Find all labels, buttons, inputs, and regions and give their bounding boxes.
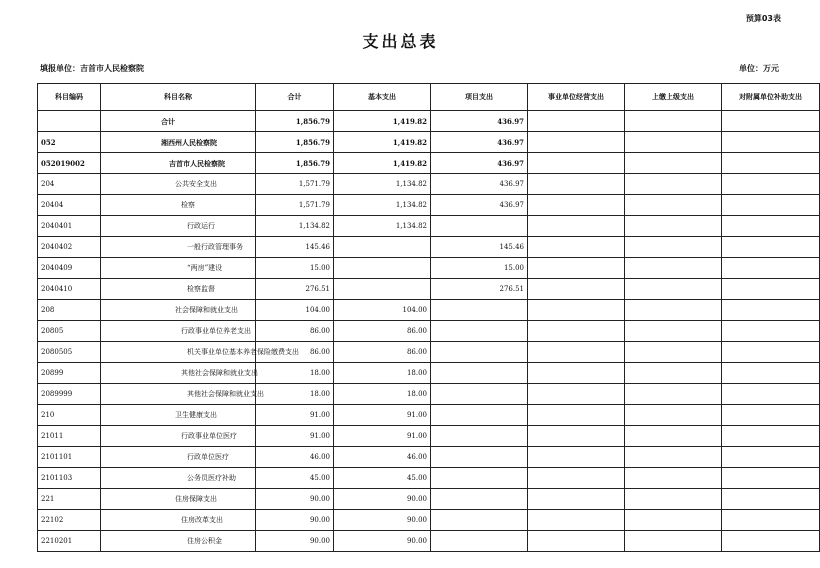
business-cell [528,216,625,237]
subsidy-cell [722,489,820,510]
business-cell [528,426,625,447]
name-cell: 机关事业单位基本养老保险缴费支出 [101,342,256,363]
header-subsidy: 对附属单位补助支出 [722,84,820,111]
table-row [38,279,820,300]
code-cell: 20805 [38,321,101,342]
code-cell: 2101101 [38,447,101,468]
project-cell [431,468,528,489]
subsidy-cell [722,237,820,258]
business-cell [528,321,625,342]
upper-cell [625,279,722,300]
total-cell: 18.00 [256,384,334,405]
business-cell [528,384,625,405]
name-cell: 行政事业单位养老支出 [101,321,256,342]
code-cell: 2080505 [38,342,101,363]
business-cell [528,489,625,510]
upper-cell [625,258,722,279]
code-cell: 21011 [38,426,101,447]
basic-cell: 90.00 [334,510,431,531]
name-cell: “两房”建设 [101,258,256,279]
project-cell: 436.97 [431,111,528,132]
subsidy-cell [722,531,820,552]
project-cell [431,216,528,237]
upper-cell [625,216,722,237]
table-row [38,237,820,258]
project-cell [431,321,528,342]
code-cell: 20404 [38,195,101,216]
total-cell: 91.00 [256,426,334,447]
subsidy-cell [722,405,820,426]
reporting-unit: 填报单位：吉首市人民检察院 [40,64,144,73]
subsidy-cell [722,510,820,531]
project-cell: 15.00 [431,258,528,279]
table-row [38,195,820,216]
name-cell: 一般行政管理事务 [101,237,256,258]
upper-cell [625,195,722,216]
upper-cell [625,426,722,447]
basic-cell: 45.00 [334,468,431,489]
table-row [38,405,820,426]
header-project: 项目支出 [431,84,528,111]
name-cell: 住房保障支出 [101,489,256,510]
upper-cell [625,321,722,342]
basic-cell: 91.00 [334,405,431,426]
table-row [38,111,820,132]
table-row [38,258,820,279]
name-cell: 检察 [101,195,256,216]
project-cell: 436.97 [431,174,528,195]
code-cell: 052019002 [38,153,101,174]
upper-cell [625,153,722,174]
total-cell: 1,856.79 [256,153,334,174]
upper-cell [625,132,722,153]
business-cell [528,342,625,363]
business-cell [528,531,625,552]
subsidy-cell [722,321,820,342]
upper-cell [625,363,722,384]
total-cell: 1,856.79 [256,111,334,132]
total-cell: 90.00 [256,531,334,552]
code-cell: 052 [38,132,101,153]
upper-cell [625,342,722,363]
upper-cell [625,531,722,552]
code-cell: 221 [38,489,101,510]
name-cell: 公共安全支出 [101,174,256,195]
total-cell: 1,856.79 [256,132,334,153]
basic-cell: 1,419.82 [334,111,431,132]
subsidy-cell [722,153,820,174]
code-cell: 208 [38,300,101,321]
basic-cell: 86.00 [334,321,431,342]
table-row [38,447,820,468]
subsidy-cell [722,342,820,363]
basic-cell [334,279,431,300]
basic-cell: 90.00 [334,531,431,552]
subsidy-cell [722,216,820,237]
subsidy-cell [722,468,820,489]
code-cell: 2040401 [38,216,101,237]
table-row [38,132,820,153]
project-cell: 145.46 [431,237,528,258]
code-cell: 2210201 [38,531,101,552]
header-business: 事业单位经营支出 [528,84,625,111]
total-cell: 104.00 [256,300,334,321]
project-cell [431,447,528,468]
upper-cell [625,447,722,468]
basic-cell [334,258,431,279]
name-cell: 其他社会保障和就业支出 [101,363,256,384]
subsidy-cell [722,363,820,384]
basic-cell: 104.00 [334,300,431,321]
basic-cell: 86.00 [334,342,431,363]
expenditure-table [37,83,820,552]
total-cell: 145.46 [256,237,334,258]
upper-cell [625,174,722,195]
subsidy-cell [722,132,820,153]
table-row [38,384,820,405]
upper-cell [625,300,722,321]
total-cell: 1,571.79 [256,195,334,216]
table-header-row [38,84,820,111]
basic-cell: 90.00 [334,489,431,510]
upper-cell [625,111,722,132]
total-cell: 45.00 [256,468,334,489]
business-cell [528,363,625,384]
header-code: 科目编码 [38,84,101,111]
business-cell [528,237,625,258]
project-cell [431,363,528,384]
name-cell: 住房公积金 [101,531,256,552]
name-cell: 行政单位医疗 [101,447,256,468]
code-cell: 22102 [38,510,101,531]
name-cell: 合计 [101,111,256,132]
project-cell [431,489,528,510]
header-basic: 基本支出 [334,84,431,111]
business-cell [528,111,625,132]
code-cell: 20899 [38,363,101,384]
table-row [38,531,820,552]
table-row [38,300,820,321]
code-cell: 2101103 [38,468,101,489]
total-cell: 86.00 [256,342,334,363]
business-cell [528,258,625,279]
project-cell [431,384,528,405]
project-cell: 436.97 [431,132,528,153]
upper-cell [625,237,722,258]
table-row [38,363,820,384]
code-cell: 204 [38,174,101,195]
total-cell: 276.51 [256,279,334,300]
subsidy-cell [722,426,820,447]
header-name: 科目名称 [101,84,256,111]
table-row [38,153,820,174]
total-cell: 86.00 [256,321,334,342]
code-cell: 210 [38,405,101,426]
basic-cell: 1,134.82 [334,174,431,195]
subsidy-cell [722,300,820,321]
business-cell [528,300,625,321]
table-row [38,321,820,342]
total-cell: 90.00 [256,510,334,531]
header-total: 合计 [256,84,334,111]
subsidy-cell [722,447,820,468]
name-cell: 公务员医疗补助 [101,468,256,489]
currency-unit: 单位：万元 [739,64,779,73]
total-cell: 90.00 [256,489,334,510]
business-cell [528,132,625,153]
table-body [38,111,820,552]
name-cell: 其他社会保障和就业支出 [101,384,256,405]
total-cell: 18.00 [256,363,334,384]
business-cell [528,468,625,489]
project-cell [431,426,528,447]
project-cell: 436.97 [431,153,528,174]
upper-cell [625,510,722,531]
name-cell: 社会保障和就业支出 [101,300,256,321]
name-cell: 卫生健康支出 [101,405,256,426]
basic-cell: 91.00 [334,426,431,447]
business-cell [528,174,625,195]
name-cell: 行政事业单位医疗 [101,426,256,447]
table-row [38,426,820,447]
project-cell [431,300,528,321]
basic-cell: 18.00 [334,384,431,405]
business-cell [528,510,625,531]
total-cell: 1,134.82 [256,216,334,237]
project-cell [431,405,528,426]
table-row [38,489,820,510]
project-cell [431,342,528,363]
code-cell: 2089999 [38,384,101,405]
basic-cell: 1,419.82 [334,132,431,153]
subsidy-cell [722,195,820,216]
name-cell: 行政运行 [101,216,256,237]
table-row [38,216,820,237]
upper-cell [625,405,722,426]
table-row [38,342,820,363]
table-row [38,510,820,531]
upper-cell [625,468,722,489]
basic-cell: 1,419.82 [334,153,431,174]
code-cell: 2040409 [38,258,101,279]
total-cell: 46.00 [256,447,334,468]
subsidy-cell [722,279,820,300]
name-cell: 吉首市人民检察院 [101,153,256,174]
subsidy-cell [722,111,820,132]
subsidy-cell [722,384,820,405]
code-cell: 2040402 [38,237,101,258]
code-cell [38,111,101,132]
project-cell: 436.97 [431,195,528,216]
upper-cell [625,489,722,510]
basic-cell: 46.00 [334,447,431,468]
upper-cell [625,384,722,405]
business-cell [528,447,625,468]
name-cell: 检察监督 [101,279,256,300]
name-cell: 湘西州人民检察院 [101,132,256,153]
business-cell [528,153,625,174]
subsidy-cell [722,174,820,195]
name-cell: 住房改革支出 [101,510,256,531]
total-cell: 15.00 [256,258,334,279]
project-cell [431,510,528,531]
basic-cell: 18.00 [334,363,431,384]
table-row [38,468,820,489]
business-cell [528,405,625,426]
basic-cell: 1,134.82 [334,216,431,237]
basic-cell: 1,134.82 [334,195,431,216]
project-cell [431,531,528,552]
basic-cell [334,237,431,258]
total-cell: 91.00 [256,405,334,426]
project-cell: 276.51 [431,279,528,300]
total-cell: 1,571.79 [256,174,334,195]
table-row [38,174,820,195]
code-cell: 2040410 [38,279,101,300]
business-cell [528,279,625,300]
header-upper: 上缴上级支出 [625,84,722,111]
table-number-label: 预算03表 [745,14,781,23]
page-title: 支出总表 [362,32,439,51]
subsidy-cell [722,258,820,279]
business-cell [528,195,625,216]
